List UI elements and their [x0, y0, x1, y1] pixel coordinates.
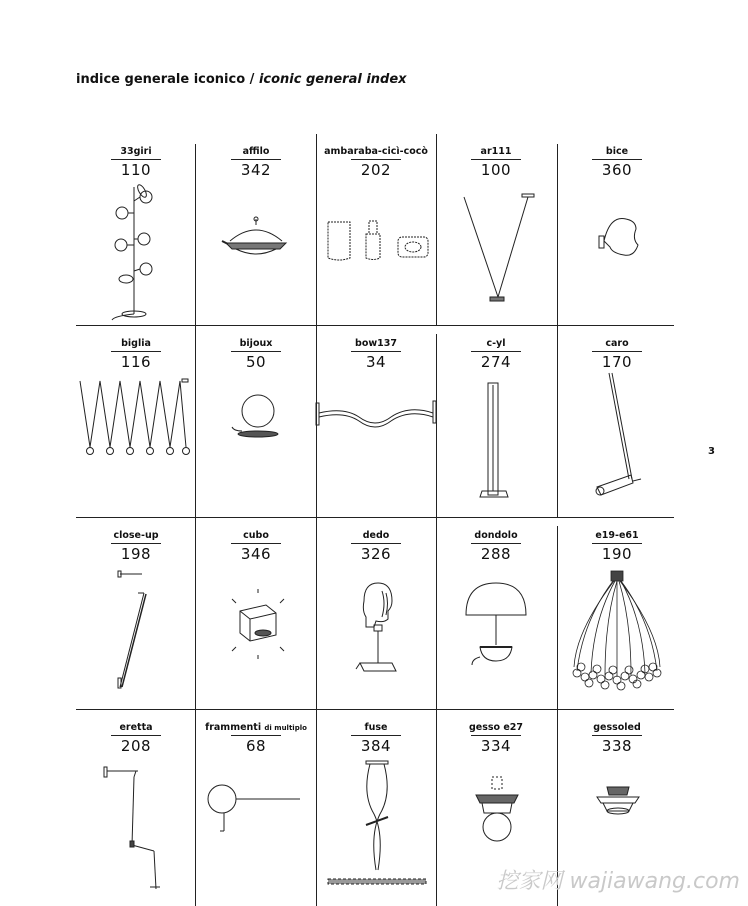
- product-card-33giri[interactable]: [76, 134, 196, 327]
- name-underline: [351, 735, 401, 736]
- globe-arm-wall-lamp-icon: [196, 755, 316, 900]
- product-page-number: 338: [601, 737, 633, 755]
- three-glass-lamps-icon: [316, 179, 436, 324]
- product-page-number: 334: [480, 737, 512, 755]
- product-name: e19-e61: [595, 530, 639, 541]
- name-underline: [231, 735, 281, 736]
- name-underline: [111, 735, 161, 736]
- name-underline: [592, 351, 642, 352]
- cube-recessed-light-icon: [196, 563, 316, 708]
- product-page-number: 68: [245, 737, 267, 755]
- product-page-number: 288: [480, 545, 512, 563]
- product-page-number: 34: [365, 353, 387, 371]
- product-page-number: 342: [240, 161, 272, 179]
- name-underline: [471, 735, 521, 736]
- page-title: [76, 72, 407, 87]
- product-name: cubo: [243, 530, 269, 541]
- watermark: 挖家网 wajiawang.com: [496, 869, 740, 894]
- globe-table-lamp-icon: [196, 371, 316, 516]
- product-card-biglia[interactable]: [76, 326, 196, 519]
- product-page-number: 100: [480, 161, 512, 179]
- name-underline: [111, 351, 161, 352]
- twisted-bar-pendant-icon: [316, 755, 436, 900]
- title-english: iconic general index: [258, 72, 407, 87]
- product-card-affilo[interactable]: [196, 134, 316, 327]
- name-underline: [592, 735, 642, 736]
- product-name-suffix: di multiplo: [264, 724, 307, 732]
- bulb-cluster-chandelier-icon: [557, 563, 677, 708]
- title-separator: /: [245, 72, 259, 87]
- product-card-dondolo[interactable]: [436, 518, 556, 711]
- product-name-main: frammenti: [205, 722, 262, 733]
- product-card-caro[interactable]: [557, 326, 677, 519]
- mushroom-table-lamp-icon: [436, 563, 556, 708]
- product-card-ambaraba[interactable]: [316, 134, 436, 327]
- product-card-cubo[interactable]: [196, 518, 316, 711]
- product-card-frammenti[interactable]: [196, 710, 316, 903]
- product-name: bice: [605, 146, 629, 157]
- product-page-number: 346: [240, 545, 272, 563]
- zigzag-pendants-icon: [76, 371, 196, 516]
- product-page-number: 384: [360, 737, 392, 755]
- product-name: affilo: [242, 146, 270, 157]
- product-page-number: 116: [120, 353, 152, 371]
- leaning-floor-lamp-icon: [557, 371, 677, 516]
- name-underline: [351, 159, 401, 160]
- head-sculpture-lamp-icon: [316, 563, 436, 708]
- wall-sconce-icon: [557, 179, 677, 324]
- product-name: biglia: [121, 338, 151, 349]
- name-underline: [471, 351, 521, 352]
- floor-lamp-multi-disc-icon: [76, 179, 196, 324]
- name-underline: [592, 543, 642, 544]
- name-underline: [351, 543, 401, 544]
- product-page-number: 198: [120, 545, 152, 563]
- product-page-number: 274: [480, 353, 512, 371]
- name-underline: [471, 159, 521, 160]
- product-name: dedo: [362, 530, 390, 541]
- name-underline: [231, 543, 281, 544]
- product-card-bice[interactable]: [557, 134, 677, 327]
- name-underline: [231, 159, 281, 160]
- product-name: bijoux: [239, 338, 273, 349]
- product-page-number: 202: [360, 161, 392, 179]
- product-name: fuse: [364, 722, 388, 733]
- title-italian: indice generale iconico: [76, 72, 246, 87]
- product-page-number: 326: [360, 545, 392, 563]
- name-underline: [351, 351, 401, 352]
- name-underline: [111, 159, 161, 160]
- name-underline: [111, 543, 161, 544]
- product-page-number: 208: [120, 737, 152, 755]
- product-name: 33giri: [120, 146, 152, 157]
- articulated-wall-lamp-icon: [76, 755, 196, 900]
- product-card-eretta[interactable]: [76, 710, 196, 903]
- product-name: bow137: [355, 338, 397, 349]
- product-card-bow137[interactable]: [316, 326, 436, 519]
- product-name: dondolo: [474, 530, 518, 541]
- product-name: c-yl: [486, 338, 506, 349]
- product-page-number: 110: [120, 161, 152, 179]
- product-card-dedo[interactable]: [316, 518, 436, 711]
- product-name: eretta: [119, 722, 153, 733]
- product-page-number: 360: [601, 161, 633, 179]
- name-underline: [592, 159, 642, 160]
- product-name: caro: [605, 338, 629, 349]
- product-name: ar111: [480, 146, 512, 157]
- product-card-e19-e61[interactable]: [557, 518, 677, 711]
- wall-bow-lamp-icon: [316, 371, 436, 516]
- column-floor-lamp-icon: [436, 371, 556, 516]
- product-page-number: 190: [601, 545, 633, 563]
- suspension-wire-lamp-icon: [436, 179, 556, 324]
- product-card-c-yl[interactable]: [436, 326, 556, 519]
- long-wall-arm-icon: [76, 563, 196, 708]
- product-page-number: 50: [245, 353, 267, 371]
- name-underline: [471, 543, 521, 544]
- product-card-ar111[interactable]: [436, 134, 556, 327]
- product-name: close-up: [113, 530, 159, 541]
- product-card-fuse[interactable]: [316, 710, 436, 903]
- product-name: gesso e27: [468, 722, 524, 733]
- name-underline: [231, 351, 281, 352]
- product-index-grid: [76, 134, 674, 906]
- page-number: 3: [708, 446, 715, 457]
- product-page-number: 170: [601, 353, 633, 371]
- product-card-close-up[interactable]: [76, 518, 196, 711]
- product-name: gessoled: [593, 722, 641, 733]
- product-name: [196, 722, 316, 733]
- dome-pendant-icon: [196, 179, 316, 324]
- product-card-bijoux[interactable]: [196, 326, 316, 519]
- product-name: ambaraba-cicì-cocò: [324, 146, 428, 157]
